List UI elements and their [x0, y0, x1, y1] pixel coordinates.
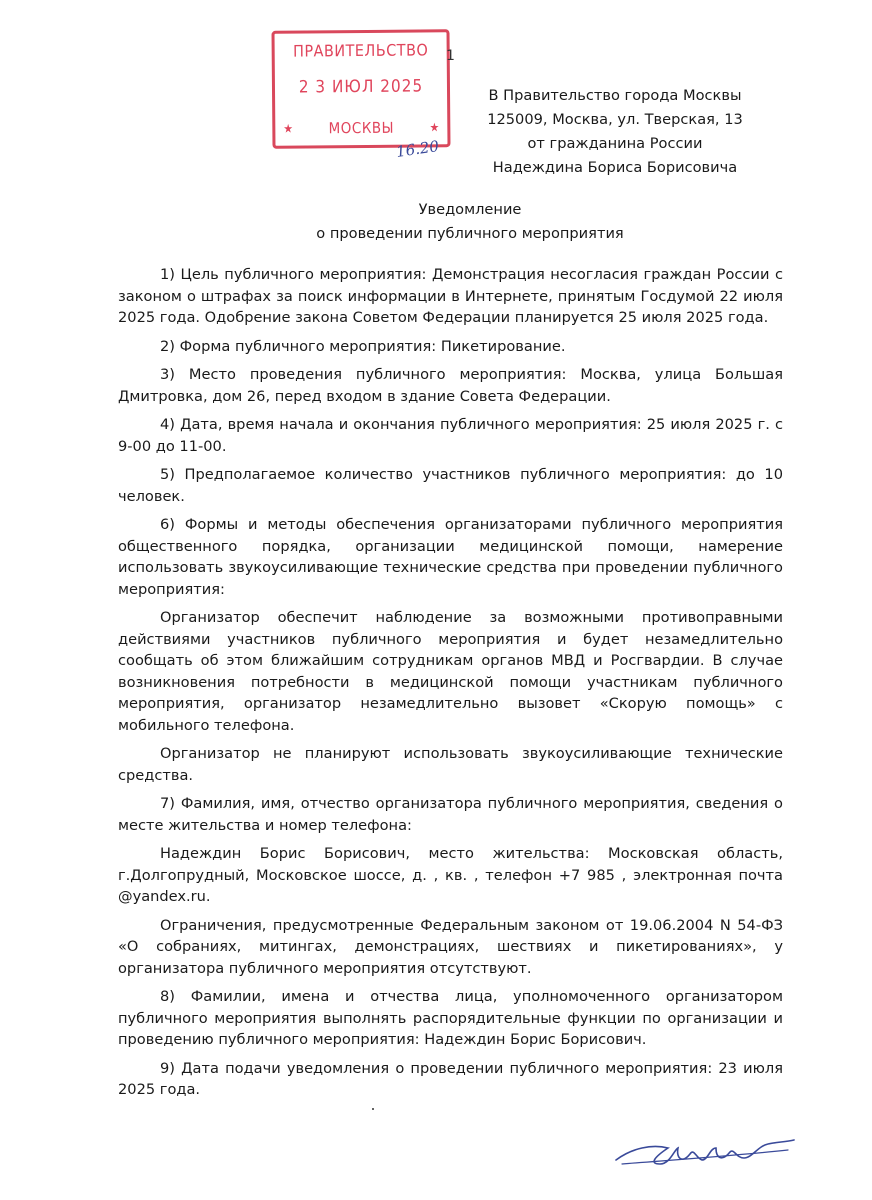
title-line: о проведении публичного мероприятия: [316, 225, 624, 242]
signature: [612, 1130, 798, 1174]
paragraph-1-purpose: 1) Цель публичного мероприятия: Демонстрация несогласия граждан России с законом о штрафах за поиск информации в Интернете, принятым Госдумой 22 июля 2025 года. Одобрение закона Советом Федерации планируется 25 июля 2025 года.: [118, 266, 783, 326]
addressee-line: В Правительство города Москвы: [488, 87, 742, 104]
ink-dot: [372, 1108, 374, 1110]
registration-stamp: [271, 29, 450, 149]
paragraph-7-organizer: 7) Фамилия, имя, отчество организатора публичного мероприятия, сведения о месте жительства и номер телефона:: [118, 795, 783, 834]
paragraph-2-form: 2) Форма публичного мероприятия: Пикетирование.: [160, 337, 566, 355]
stamp-org: ПРАВИТЕЛЬСТВО: [293, 40, 429, 61]
star-icon: ★: [283, 121, 294, 136]
stamp-city: МОСКВЫ: [328, 118, 395, 138]
paragraph-8-authorized-person: 8) Фамилии, имена и отчества лица, уполномоченного организатором публичного мероприятия выполнять распорядительные функции по организации и проведению публичного мероприятия: Надеждин Борис Борисович.: [118, 988, 783, 1048]
paragraph-organizer-contacts: Надеждин Борис Борисович, место жительства: Московская область, г.Долгопрудный, Московское шоссе, д. , кв. , телефон +7 985 , электронная почта @yandex.ru.: [118, 845, 783, 905]
paragraph-sound-equipment: Организатор не планируют использовать звукоусиливающие технические средства.: [118, 745, 783, 784]
paragraph-4-datetime: 4) Дата, время начала и окончания публичного мероприятия: 25 июля 2025 г. с 9-00 до 11-00.: [118, 416, 783, 455]
page-number: 1: [446, 48, 455, 64]
stamp-date: 2 3 ИЮЛ 2025: [298, 76, 424, 98]
addressee-block: [470, 84, 760, 180]
paragraph-9-submission-date: 9) Дата подачи уведомления о проведении публичного мероприятия: 23 июля 2025 года.: [118, 1059, 783, 1098]
addressee-line: 125009, Москва, ул. Тверская, 13: [487, 111, 743, 128]
document-body: [118, 264, 783, 1108]
handwritten-time: 16.20: [394, 137, 440, 161]
title-line: Уведомление: [418, 201, 522, 218]
paragraph-6-methods: 6) Формы и методы обеспечения организаторами публичного мероприятия общественного порядка, организации медицинской помощи, намерение использовать звукоусиливающие технические средства при проведении публичного мероприятия:: [118, 516, 783, 598]
addressee-line: Надеждина Бориса Борисовича: [492, 159, 738, 176]
paragraph-organizer-duties: Организатор обеспечит наблюдение за возможными противоправными действиями участников публичного мероприятия и будет незамедлительно сообщать об этом ближайшим сотрудникам органов МВД и Росгвардии. В случае возникновения потребности в медицинской помощи участникам публичного мероприятия, организатор незамедлительно вызовет «Скорую помощь» с мобильного телефона.: [118, 609, 783, 734]
document-title: [120, 198, 820, 246]
addressee-line: от гражданина России: [527, 135, 703, 152]
star-icon: ★: [429, 120, 440, 135]
paragraph-5-participants: 5) Предполагаемое количество участников публичного мероприятия: до 10 человек.: [118, 466, 783, 505]
paragraph-3-place: 3) Место проведения публичного мероприятия: Москва, улица Большая Дмитровка, дом 26, перед входом в здание Совета Федерации.: [118, 366, 783, 405]
paragraph-restrictions: Ограничения, предусмотренные Федеральным законом от 19.06.2004 N 54-ФЗ «О собраниях, митингах, демонстрациях, шествиях и пикетированиях», у организатора публичного мероприятия отсутствуют.: [118, 916, 783, 977]
